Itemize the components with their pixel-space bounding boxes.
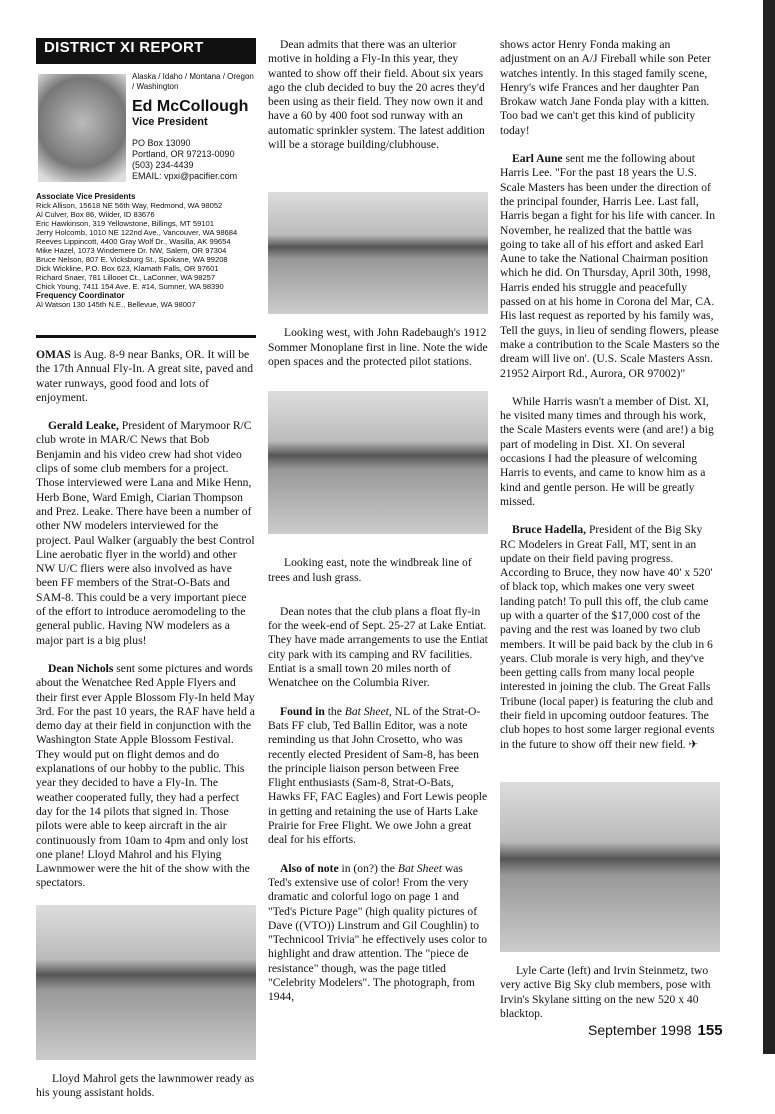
paragraph	[500, 152, 720, 381]
vp-name: Ed McCollough	[132, 98, 249, 115]
assoc-vp: Richard Snaer, 781 Lillooet Ct., LaConner, WA 98257	[36, 273, 216, 282]
text: Dean notes that the club plans a float fly-in for the week-end of Sept. 25-27 at Lake Entiat. They have made arrangements to use the Entiat city park with its camping and RV facilities. Entiat is a small town 20 miles north of Wenatchee on the Columbia River.	[268, 604, 488, 690]
vp-address	[132, 138, 257, 182]
assoc-vp: Chick Young, 7411 154 Ave. E. #14, Sumner, WA 98390	[36, 282, 224, 291]
text: the	[324, 704, 345, 718]
text: shows actor Henry Fonda making an adjustment on an A/J Fireball while son Peter watches intently. In this staged family scene, Henry's wife Frances and her daughter Pan Brokaw watch Jane Fonda play with a kitten. Too bad we can't get this kind of publicity today!	[500, 38, 711, 137]
assoc-vp: Bruce Nelson, 807 E. Vicksburg St., Spokane, WA 99208	[36, 255, 228, 264]
column-3	[500, 38, 720, 1035]
assoc-vp: Mike Hazel, 1073 Windemere Dr. NW, Salem, OR 97304	[36, 246, 227, 255]
paragraph	[500, 395, 720, 509]
paragraph	[36, 419, 256, 648]
paragraph	[268, 705, 488, 848]
assoc-vp: Reeves Lippincott, 4400 Gray Wolf Dr., Wasilla, AK 99654	[36, 237, 231, 246]
assoc-vp: Rick Allison, 15618 NE 56th Way, Redmond, WA 98052	[36, 201, 223, 210]
region: Alaska / Idaho / Montana / Oregon / Washington	[132, 72, 254, 91]
photo-lawnmower	[36, 905, 256, 1060]
assoc-heading: Associate Vice Presidents	[36, 192, 136, 201]
column-2	[268, 38, 488, 1019]
assoc-vp: Al Culver, Box 86, Wilder, ID 83676	[36, 210, 155, 219]
issue-date: September 1998	[588, 1022, 692, 1038]
text: sent me the following about Harris Lee. "For the past 18 years the U.S. Scale Masters has been under the direction of the principal founder, Harris Lee. Last fall, Harris began a fight for his life with cancer. In November, he realized that the battle was going to take all of his effort and asked Earl Aune to take the National Chairman position which he did. On Thursday, April 30th, 1998, Harris ended his struggle and peacefully passed on at his home in Corona del Mar, CA. His last request as reported by his family was, Tell the guys, in lieu of sending flowers, please make a contribution to the Scale Masters so the dream will live on'. (U.S. Scale Masters Assn. 21952 Airport Rd., Aurora, OR 97002)"	[500, 152, 720, 380]
freq-coordinator: Al Watson 130 145th N.E., Bellevue, WA 98007	[36, 300, 196, 309]
publication-title: Bat Sheet	[397, 861, 442, 875]
photo-looking-west	[268, 192, 488, 314]
lead-in: Gerald Leake,	[48, 419, 119, 433]
text: President of the Big Sky RC Modelers in Great Fall, MT, sent in an update on their field paving progress. According to Bruce, they now have 40' x 520' of black top, which makes one very sweet landing patch! To pull this off, the club came up with a quarter of the $17,000 cost of the paving and the rest was loaned by two club members. It will be paid back by the club in 6 years. Club morale is very high, and they've been getting calls from many local people interested in joining the club. The Great Falls Tribune (local paper) is featuring the club and their field in upcoming outdoor features. The club hopes to host some larger regional events in the future to show off their new field. ✈	[500, 523, 715, 751]
column-1	[36, 38, 256, 1114]
text: While Harris wasn't a member of Dist. XI, he visited many times and through his work, the Scale Masters events were (and are!) a big part of modeling in Dist. XI. On several occasions I had the pleasure of welcoming Harris to events, and came to know him as a kind and gentle person. He will be greatly missed.	[500, 394, 714, 508]
scan-edge	[763, 0, 775, 1054]
lead-in: OMAS	[36, 348, 71, 361]
vp-contact-box	[36, 70, 256, 188]
freq-heading: Frequency Coordinator	[36, 291, 125, 300]
associate-vps	[36, 192, 256, 309]
publication-title: Bat Sheet	[344, 704, 389, 718]
paragraph	[36, 662, 256, 891]
text: President of Marymoor R/C club wrote in MAR/C News that Bob Benjamin and his video crew had shot video clips of some club members for a project. Those interviewed were Lana and Mike Henn, Herb Bone, Ward Emigh, Ciarian Thompson and Prez. Leake. There have been a number of other NW modelers interviewed for the project. Paul Walker (arguably the best Control Line aerobatic flyer in the world) and other NW U/C fliers were also involved as have been FF members of the Strat-O-Bats and SAM-8. This could be a very important piece of the effort to introduce aeromodeling to the general public. Having NW modelers as a major part is a big plus!	[36, 419, 255, 647]
lead-in: Found in	[280, 704, 325, 718]
assoc-vp: Dick Wickline, P.O. Box 623, Klamath Falls, OR 97601	[36, 264, 219, 273]
caption: Looking east, note the windbreak line of trees and lush grass.	[268, 556, 472, 584]
page-footer	[588, 1022, 723, 1039]
paragraph	[268, 862, 488, 1005]
district-banner: DISTRICT XI REPORT	[36, 38, 256, 64]
assoc-vp: Jerry Holcomb, 1010 NE 122nd Ave., Vancouver, WA 98684	[36, 228, 238, 237]
caption: Lloyd Mahrol gets the lawnmower ready as his young assistant holds.	[36, 1071, 255, 1099]
text: in (on?) the	[338, 861, 398, 875]
text: sent some pictures and words about the Wenatchee Red Apple Flyers and their first ever Apple Blossom Fly-In held May 3rd. For the past 10 years, the RAF have held a demo day at their field in conjunction with the Washington State Apple Blossom Festival. They would put on flight demos and do explanations of our hobby to the public. This year they decided to have a Fly-In. The weather cooperated fully, they had a perfect day for the 14 pilots that signed in. Those pilots were able to keep aircraft in the air continuously from 10am to 4pm and only lost one plane! Lloyd Mahrol and his Flying Lawnmower were the hit of the show with the spectators.	[36, 661, 255, 890]
caption: Looking west, with John Radebaugh's 1912 Sommer Monoplane first in line. Note the wide open spaces and the protected pilot stations.	[268, 326, 488, 368]
caption: Lyle Carte (left) and Irvin Steinmetz, two very active Big Sky club members, pose with Irvin's Skylane sitting on the new 520 x 40 blacktop.	[500, 963, 711, 1020]
paragraph	[36, 348, 256, 405]
lead-in: Earl Aune	[512, 152, 563, 166]
address-line: Portland, OR 97213-0090	[132, 149, 235, 160]
page-number: 155	[697, 1022, 723, 1039]
text: was Ted's extensive use of color! From the very dramatic and colorful logo on page 1 and "Ted's Picture Page" (high quality pictures of Dave ((VTO)) Linstrum and Gil Coughlin) to "Technicool Trivia" he effectively uses color to highlight and draw attention. The "piece de resistance" though, was the page titled "Celebrity Modelers". The photograph, from 1944,	[268, 861, 488, 1004]
photo-skylane	[500, 782, 720, 952]
text: , NL of the Strat-O-Bats FF club, Ted Ballin Editor, was a note reminding us that John Crosetto, who was recently elected President of Sam-8, has been the principle liaison person between Free Flight enthusiasts (Sam-8, Strat-O-Bats, Hawks FF, FAC Eagles) and Fort Lewis people in getting and retaining the use of Harts Lake Prairie for Free Flight. We owe John a great deal for his efforts.	[268, 704, 488, 847]
paragraph: Dean admits that there was an ulterior motive in holding a Fly-In this year, they wanted to show off their field. About six years ago the club decided to buy the 20 acres they'd been using as their field. They now own it and have a 60 by 400 foot sod runway with an automatic sprinkler system. The latest addition will be a storage building/clubhouse.	[268, 38, 485, 152]
address-line: PO Box 13090	[132, 138, 191, 149]
photo-looking-east	[268, 391, 488, 534]
lead-in: Also of note	[280, 861, 339, 875]
text: is Aug. 8-9 near Banks, OR. It will be the 17th Annual Fly-In. A great site, paved and water runways, good food and lots of enjoyment.	[36, 348, 254, 404]
lead-in: Dean Nichols	[48, 661, 114, 675]
paragraph	[268, 605, 488, 691]
divider	[36, 335, 256, 338]
paragraph	[500, 523, 720, 752]
phone: (503) 234-4439	[132, 160, 194, 171]
vp-title: Vice President	[132, 116, 208, 128]
assoc-vp: Eric Hawkinson, 319 Yellowstone, Billings, MT 59101	[36, 219, 214, 228]
lead-in: Bruce Hadella,	[512, 523, 587, 537]
email: EMAIL: vpxi@pacifier.com	[132, 171, 238, 182]
vp-portrait	[38, 74, 126, 182]
paragraph	[500, 38, 720, 138]
